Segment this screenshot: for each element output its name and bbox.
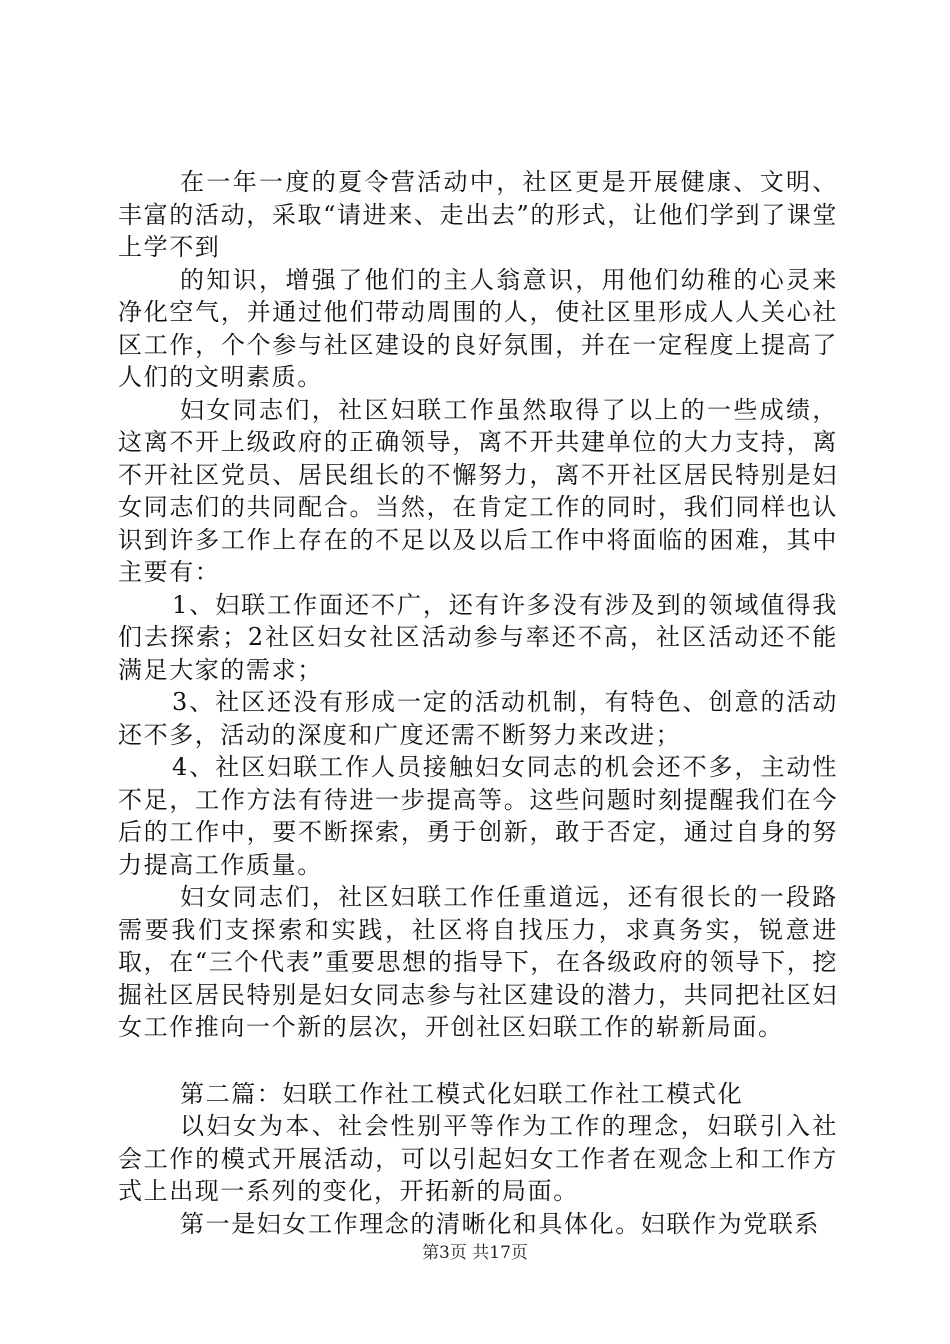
paragraph-social-work-model: 以妇女为本、社会性别平等作为工作的理念，妇联引入社会工作的模式开展活动，可以引起妇女工作者在观念上和工作方式上出现一系列的变化，开拓新的局面。 (118, 1112, 838, 1205)
paragraph-issue-4: 4、社区妇联工作人员接触妇女同志的机会还不多，主动性不足，工作方法有待进一步提高等。这些问题时刻提醒我们在今后的工作中，要不断探索，勇于创新，敢于否定，通过自身的努力提高工作质量。 (118, 753, 838, 879)
paragraph-knowledge: 的知识，增强了他们的主人翁意识，用他们幼稚的心灵来净化空气，并通过他们带动周围的人，使社区里形成人人关心社区工作，个个参与社区建设的良好氛围，并在一定程度上提高了人们的文明素质。 (118, 265, 838, 391)
paragraph-achievements: 妇女同志们，社区妇联工作虽然取得了以上的一些成绩，这离不开上级政府的正确领导，离不开共建单位的大力支持，离不开社区党员、居民组长的不懈努力，离不开社区居民特别是妇女同志们的共同配合。当然，在肯定工作的同时，我们同样也认识到许多工作上存在的不足以及以后工作中将面临的困难，其中主要有： (118, 395, 838, 586)
paragraph-issue-3: 3、社区还没有形成一定的活动机制，有特色、创意的活动还不多，活动的深度和广度还需不断努力来改进； (118, 688, 838, 749)
paragraph-first-point: 第一是妇女工作理念的清晰化和具体化。妇联作为党联系 (180, 1209, 820, 1238)
paragraph-issue-1-2: 1、妇联工作面还不广，还有许多没有涉及到的领域值得我们去探索；2社区妇女社区活动参与率还不高，社区活动还不能满足大家的需求； (118, 590, 838, 684)
paragraph-summer-camp: 在一年一度的夏令营活动中，社区更是开展健康、文明、丰富的活动，采取“请进来、走出去”的形式，让他们学到了课堂上学不到 (118, 168, 838, 261)
section-heading-second-article: 第二篇：妇联工作社工模式化妇联工作社工模式化 (180, 1079, 744, 1108)
page-number-footer: 第3页 共17页 (422, 1243, 528, 1263)
paragraph-outlook: 妇女同志们，社区妇联工作任重道远，还有很长的一段路需要我们支探索和实践，社区将自找压力，求真务实，锐意进取，在“三个代表”重要思想的指导下，在各级政府的领导下，挖掘社区居民特别是妇女同志参与社区建设的潜力，共同把社区妇女工作推向一个新的层次，开创社区妇联工作的崭新局面。 (118, 883, 838, 1041)
document-body (118, 166, 838, 1240)
